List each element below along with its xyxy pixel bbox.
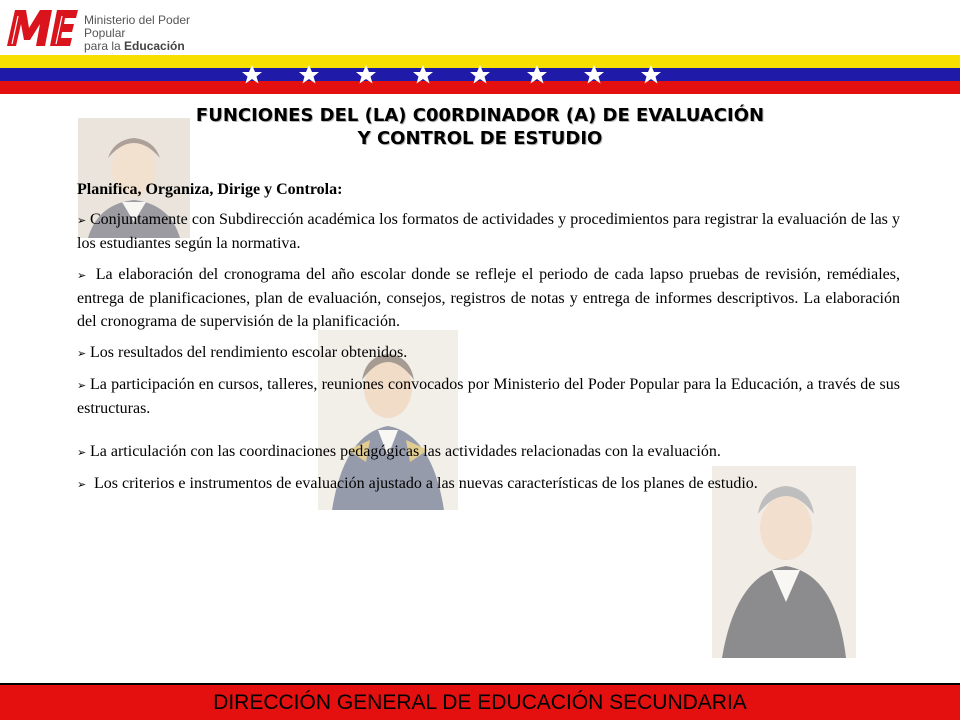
- star-icon: [527, 65, 547, 84]
- slide-title-line-1: FUNCIONES DEL (LA) C00RDINADOR (A) DE EVALUACIÓN: [195, 105, 765, 126]
- list-item: [77, 373, 900, 420]
- list-item-text: Conjuntamente con Subdirección académica los formatos de actividades y procedimientos para registrar la evaluación de las y los estudiantes según la normativa.: [77, 211, 900, 252]
- list-item: [77, 472, 900, 496]
- list-item-text: Los resultados del rendimiento escolar obtenidos.: [90, 344, 408, 361]
- star-icon: [584, 65, 604, 84]
- ministry-line-2-prefix: para la: [84, 39, 125, 53]
- slide-title: [60, 104, 900, 150]
- arrow-bullet-icon: ➢: [77, 269, 87, 282]
- list-item: [77, 341, 900, 365]
- list-item-text: La elaboración del cronograma del año escolar donde se refleje el periodo de cada lapso pruebas de revisión, remédiales, entrega de planificaciones, plan de evaluación, consejos, registros de notas y entrega de informes descriptivos. La elaboración del cronograma de supervisión de la planificación.: [77, 266, 900, 330]
- list-item-text: Los criterios e instrumentos de evaluación ajustado a las nuevas características de los planes de estudio.: [90, 475, 758, 492]
- star-icon: [470, 65, 490, 84]
- footer-banner: [0, 683, 960, 720]
- arrow-bullet-icon: ➢: [77, 214, 87, 227]
- list-item-text: La articulación con las coordinaciones pedagógicas las actividades relacionadas con la evaluación.: [90, 443, 721, 460]
- slide-title-line-2: Y CONTROL DE ESTUDIO: [357, 128, 603, 149]
- arrow-bullet-icon: ➢: [77, 446, 87, 459]
- content-body: [77, 178, 900, 504]
- arrow-bullet-icon: ➢: [77, 347, 87, 360]
- footer-text: DIRECCIÓN GENERAL DE EDUCACIÓN SECUNDARIA: [213, 691, 747, 714]
- ministry-line-2: [84, 40, 234, 53]
- list-item-text: La participación en cursos, talleres, reuniones convocados por Ministerio del Poder Popular para la Educación, a través de sus estructuras.: [77, 376, 900, 417]
- arrow-bullet-icon: ➢: [77, 379, 87, 392]
- star-icon: [299, 65, 319, 84]
- list-item: [77, 208, 900, 255]
- list-item: [77, 263, 900, 333]
- star-icon: [356, 65, 376, 84]
- flag-stars: [232, 63, 682, 85]
- star-icon: [413, 65, 433, 84]
- ministry-logo: [4, 4, 234, 52]
- ministry-line-1: Ministerio del Poder Popular: [84, 13, 191, 40]
- star-icon: [641, 65, 661, 84]
- ministry-name: [84, 14, 234, 53]
- venezuela-flag-banner: [0, 55, 960, 94]
- arrow-bullet-icon: ➢: [77, 478, 87, 491]
- star-icon: [242, 65, 262, 84]
- list-item: [77, 440, 900, 464]
- ministry-line-2-bold: Educación: [124, 39, 185, 53]
- lead-text: Planifica, Organiza, Dirige y Controla:: [77, 181, 343, 198]
- me-logo-icon: [4, 4, 80, 50]
